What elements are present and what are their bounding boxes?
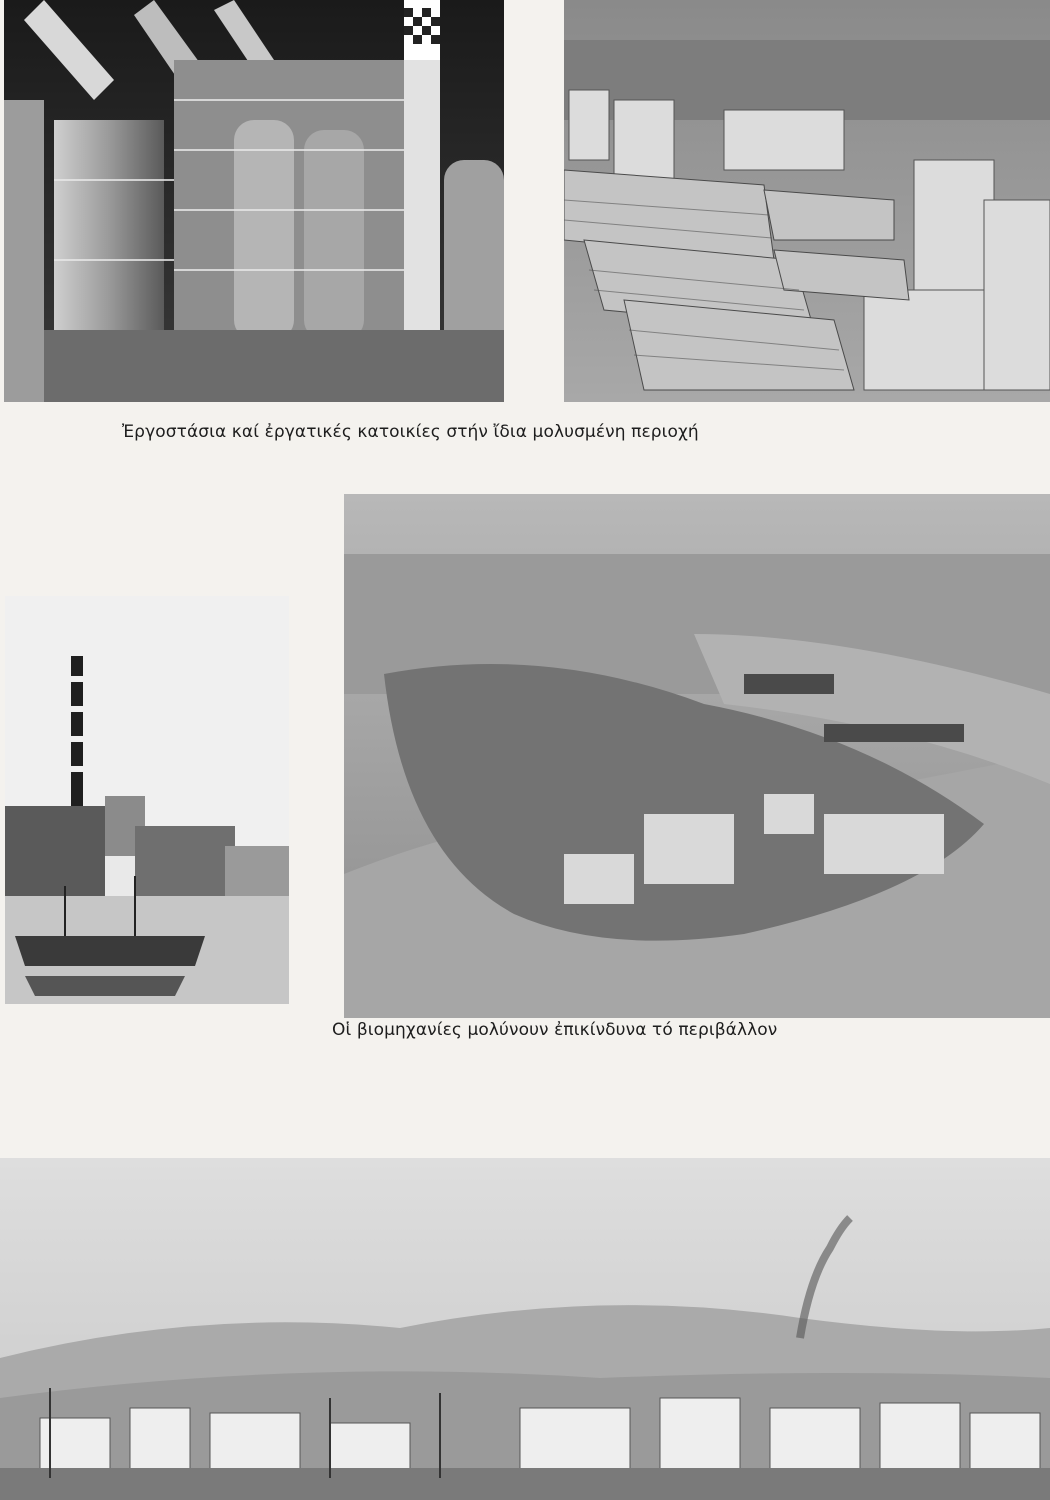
caption-industries-pollute: Οἱ βιομηχανίες μολύνουν ἐπικίνδυνα τό περιβάλλον xyxy=(332,1020,778,1040)
city-panorama-photo xyxy=(0,1158,1050,1500)
caption-factories-housing: Ἐργοστάσια καί ἐργατικές κατοικίες στήν ἴδια μολυσμένη περιοχή xyxy=(122,422,699,442)
factory-photo xyxy=(4,0,504,402)
housing-photo xyxy=(564,0,1050,402)
aerial-harbor-photo xyxy=(344,494,1050,1018)
power-plant-photo xyxy=(5,596,289,1004)
